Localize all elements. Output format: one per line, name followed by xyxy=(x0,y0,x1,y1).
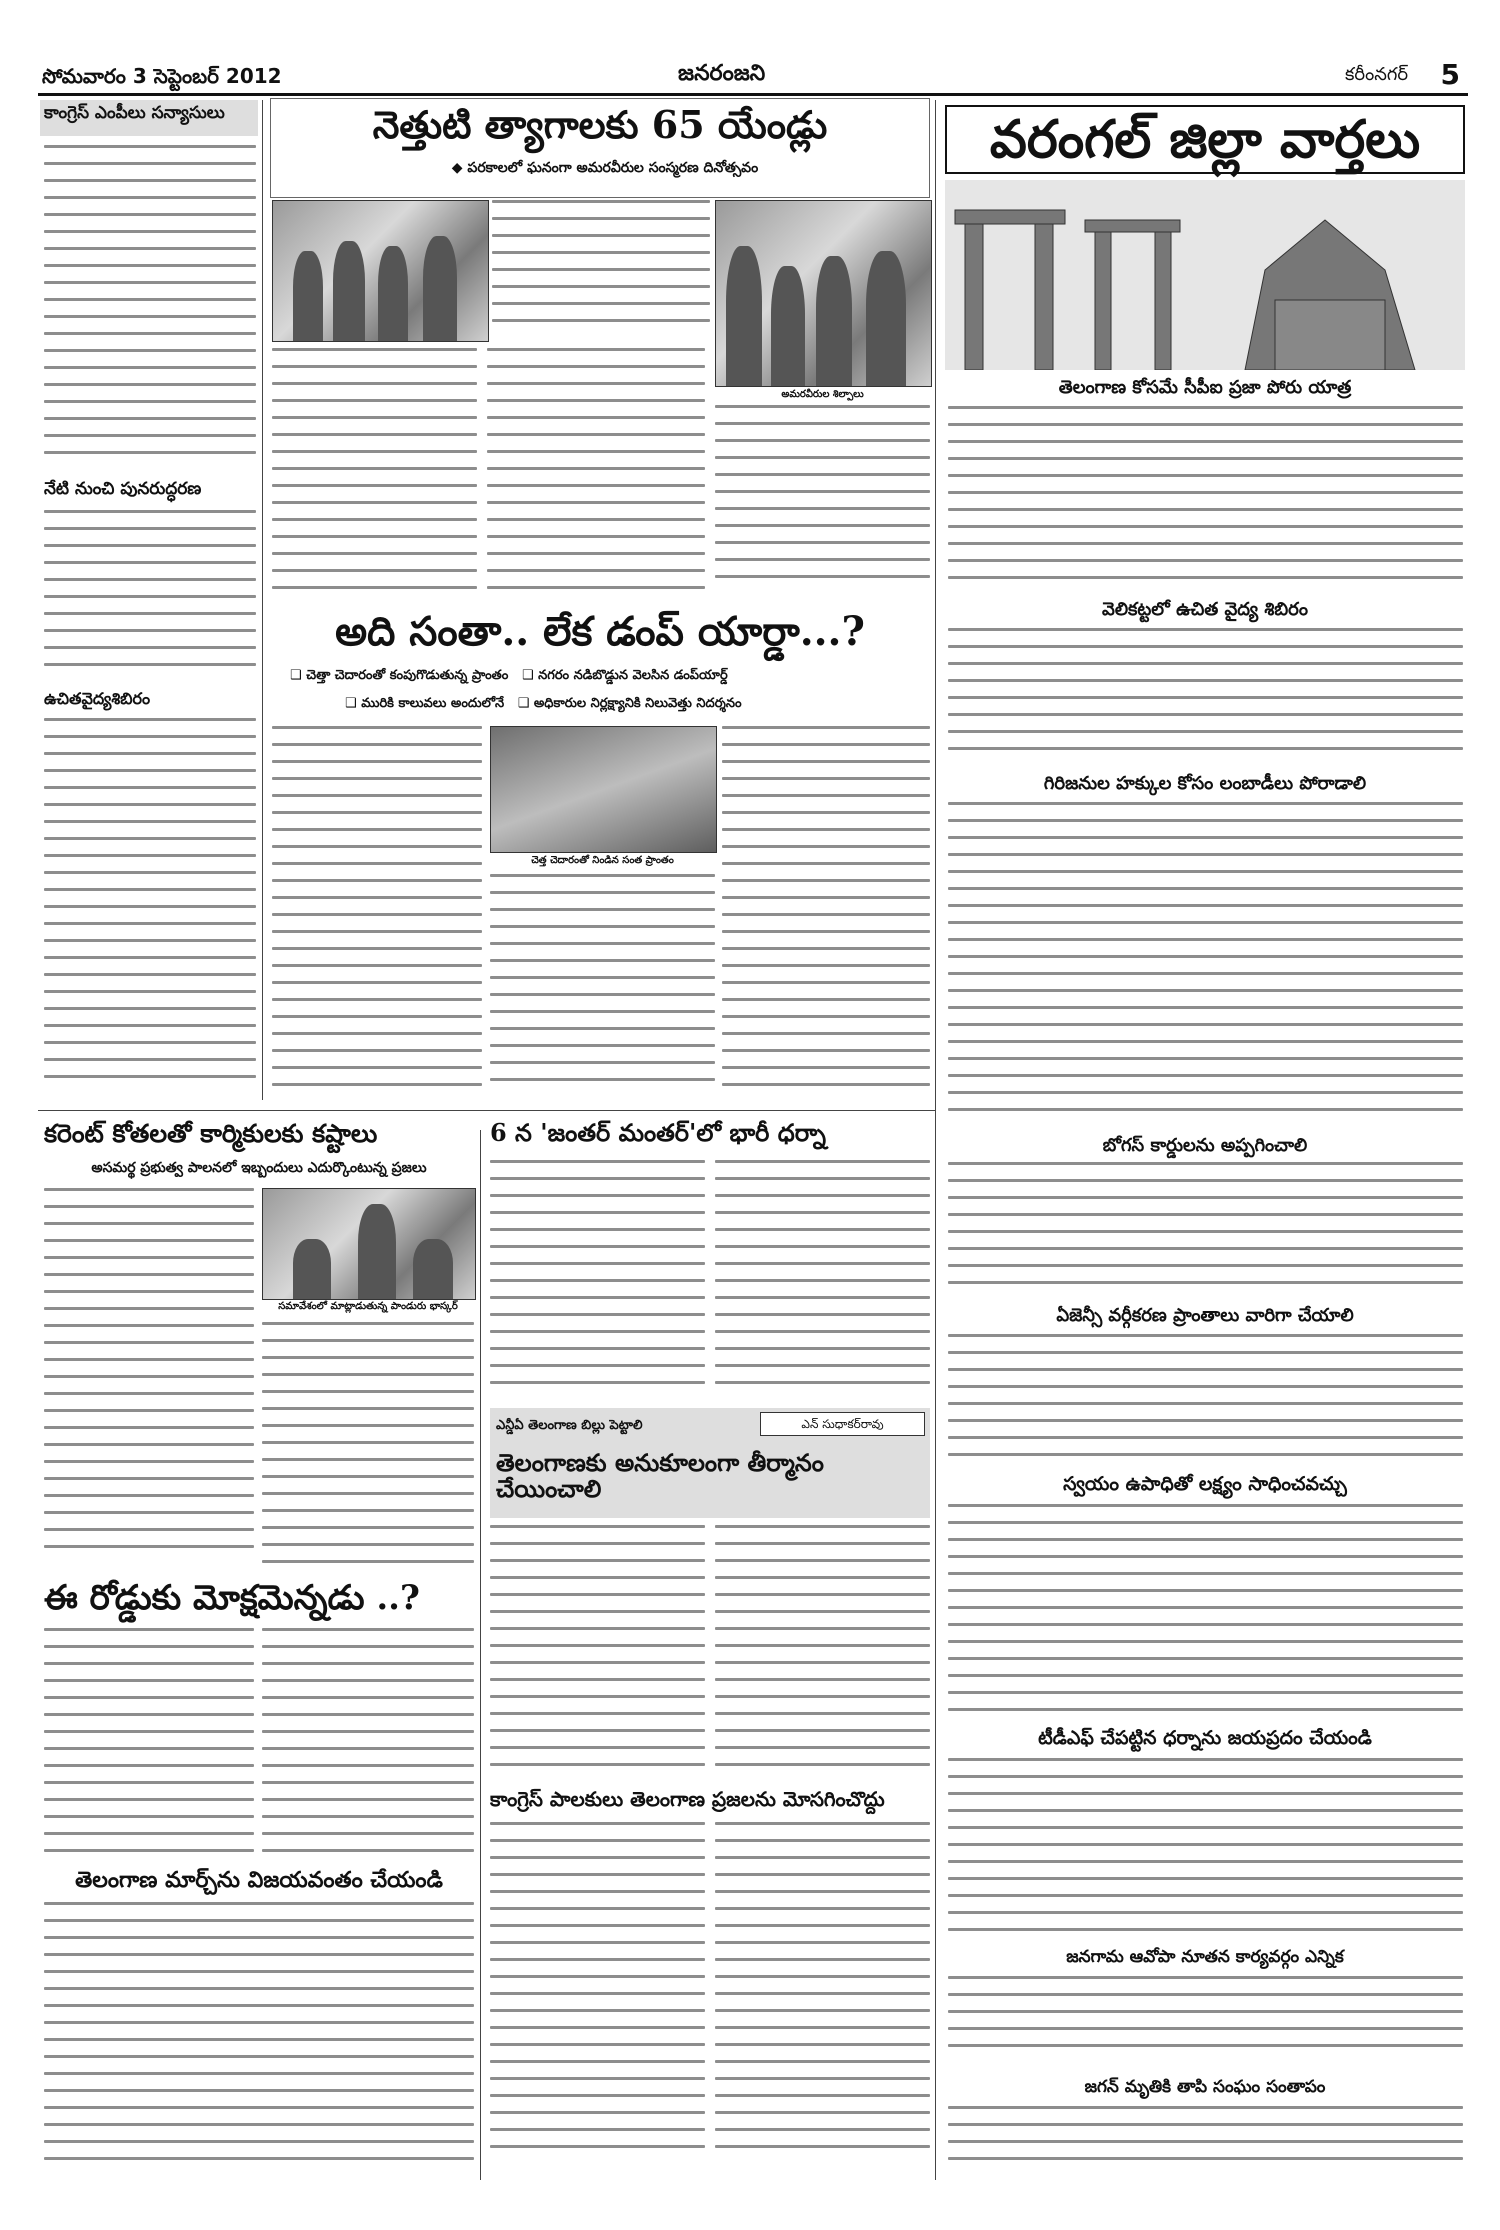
warangal-story-8-body xyxy=(948,1976,1463,2071)
warangal-story-3-title: గిరిజనుల హక్కుల కోసం లంబాడీలు పోరాడాలి xyxy=(1043,773,1367,794)
bullet-icon: ❑ xyxy=(290,668,307,683)
current-story-title: కరెంట్ కోతలతో కార్మికులకు కష్టాలు xyxy=(44,1119,378,1148)
left-headline-1: కాంగ్రెస్ ఎంపీలు సన్యాసులు xyxy=(44,103,225,123)
march-story-body xyxy=(44,1902,474,2172)
column-rule xyxy=(480,1130,481,2180)
jantar-story-body-a xyxy=(490,1160,705,1400)
warangal-story-5-body xyxy=(948,1334,1463,1474)
warangal-story-2-body xyxy=(948,628,1463,768)
dump-story-body-a xyxy=(272,726,482,1101)
warangal-story-4-title: బోగస్ కార్డులను అప్పగించాలి xyxy=(1102,1135,1308,1156)
top-story-body-d xyxy=(715,405,930,603)
congress-story-body-b xyxy=(715,1822,930,2172)
page-number: 5 xyxy=(1440,58,1460,91)
road-story-title: ఈ రోడ్డుకు మోక్షమెన్నడు ..? xyxy=(44,1578,420,1618)
dump-bullet-2: నగరం నడిబొడ్డున వెలసిన డంప్‌యార్డ్ xyxy=(538,668,728,683)
nda-story-title: తెలంగాణకు అనుకూలంగా తీర్మానం చేయించాలి xyxy=(496,1448,824,1504)
nda-story-body-a xyxy=(490,1525,705,1780)
top-story-subtitle: ◆ పరకాలలో ఘనంగా అమరవీరుల సంస్మరణ దినోత్సవం xyxy=(451,160,759,176)
warangal-story-9-title: జగన్ మృతికి తాపి సంఘం సంతాపం xyxy=(1084,2077,1326,2097)
road-story-body-a xyxy=(44,1628,254,1863)
nda-story-body-b xyxy=(715,1525,930,1780)
warangal-story-6-body xyxy=(948,1504,1463,1724)
warangal-fort-illustration xyxy=(945,180,1465,370)
current-photo-caption: సమావేశంలో మాట్లాడుతున్న పాండురు భాస్కర్ xyxy=(278,1301,458,1312)
column-rule xyxy=(262,100,263,1100)
warangal-story-1-body xyxy=(948,406,1463,591)
warangal-story-2-title: వెలికట్టలో ఉచిత వైద్య శిబిరం xyxy=(1102,599,1308,620)
dump-story-body-c xyxy=(722,726,930,1101)
bullet-icon: ❑ xyxy=(517,696,534,711)
march-story-title: తెలంగాణ మార్చ్‌ను విజయవంతం చేయండి xyxy=(75,1867,443,1893)
top-story-title: నెత్తుటి త్యాగాలకు 65 యేండ్లు xyxy=(372,102,828,147)
left-story-3-body xyxy=(44,718,256,1098)
section-rule xyxy=(38,1110,935,1111)
warangal-story-8-title: జనగామ ఆవోపా నూతన కార్యవర్గం ఎన్నిక xyxy=(1066,1947,1344,1967)
bullet-icon: ❑ xyxy=(345,696,362,711)
header-date: సోమవారం 3 సెప్టెంబర్ 2012 xyxy=(42,64,282,88)
top-story-photo-caption: అమరవీరుల శిల్పాలు xyxy=(781,389,864,400)
dump-photo-caption: చెత్త చెదారంతో నిండిన సంత ప్రాంతం xyxy=(531,855,674,866)
current-story-body-a xyxy=(44,1188,254,1573)
current-story-subtitle: అసమర్థ ప్రభుత్వ పాలనలో ఇబ్బందులు ఎదుర్కొంటున్న ప్రజలు xyxy=(91,1160,427,1176)
warangal-story-6-title: స్వయం ఉపాధితో లక్ష్యం సాధించవచ్చు xyxy=(1063,1473,1347,1495)
dump-story-title: అది సంతా.. లేక డంప్ యార్డా...? xyxy=(335,608,865,655)
warangal-story-1-title: తెలంగాణ కోసమే సీపీఐ ప్రజా పోరు యాత్ర xyxy=(1058,377,1352,398)
dump-bullets-row2 xyxy=(345,696,925,714)
current-story-body-b xyxy=(262,1322,474,1572)
dump-bullet-3: మురికి కాలువలు అందులోనే xyxy=(361,696,505,711)
top-story-subtitle-text: పరకాలలో ఘనంగా అమరవీరుల సంస్మరణ దినోత్సవం xyxy=(467,160,759,176)
dump-bullet-1: చెత్తా చెదారంతో కంపుగొడుతున్న ప్రాంతం xyxy=(306,668,509,683)
nda-story-byline: ఎన్ సుధాకర్‌రావు xyxy=(760,1412,925,1436)
jantar-story-body-b xyxy=(715,1160,930,1400)
warangal-story-3-body xyxy=(948,802,1463,1132)
warangal-story-7-body xyxy=(948,1758,1463,1948)
page-header xyxy=(38,58,1468,96)
top-story-body-b xyxy=(272,348,477,603)
warangal-story-9-body xyxy=(948,2106,1463,2176)
bullet-icon: ❑ xyxy=(521,668,539,683)
warangal-story-7-title: టీడీఎఫ్ చేపట్టిన ధర్నాను జయప్రదం చేయండి xyxy=(1038,1727,1372,1749)
current-story-photo xyxy=(262,1188,476,1300)
left-story-1-body xyxy=(44,145,256,475)
left-story-2-body xyxy=(44,510,256,685)
dump-story-photo xyxy=(490,726,717,853)
congress-story-title: కాంగ్రెస్ పాలకులు తెలంగాణ ప్రజలను మోసగించొద్దు xyxy=(490,1787,885,1811)
jantar-story-title: 6 న 'జంతర్ మంతర్'లో భారీ ధర్నా xyxy=(490,1118,826,1147)
left-headline-2: నేటి నుంచి పునరుద్ధరణ xyxy=(44,479,202,499)
left-headline-3: ఉచితవైద్యశిబిరం xyxy=(44,689,151,708)
top-story-photo-right xyxy=(715,200,932,387)
top-story-photo-left xyxy=(272,200,489,342)
masthead: జనరంజని xyxy=(678,60,766,86)
dump-bullets-row1 xyxy=(290,668,930,686)
warangal-banner: వరంగల్ జిల్లా వార్తలు xyxy=(945,105,1465,174)
warangal-story-4-body xyxy=(948,1162,1463,1302)
road-story-body-b xyxy=(262,1628,474,1863)
top-story-body-c xyxy=(487,348,705,603)
dump-bullet-4: అధికారుల నిర్లక్ష్యానికి నిలువెత్తు నిదర్శనం xyxy=(533,696,742,711)
edition-label: కరీంనగర్ xyxy=(1345,64,1408,85)
nda-story-kicker: ఎన్డీఏ తెలంగాణ బిల్లు పెట్టాలి xyxy=(496,1418,643,1433)
congress-story-body-a xyxy=(490,1822,705,2172)
column-rule xyxy=(935,100,936,2180)
dump-story-body-b xyxy=(490,874,715,1101)
top-story-body-a xyxy=(492,200,710,340)
warangal-story-5-title: ఏజెన్సీ వర్గీకరణ ప్రాంతాలు వారిగా చేయాలి xyxy=(1056,1305,1354,1326)
